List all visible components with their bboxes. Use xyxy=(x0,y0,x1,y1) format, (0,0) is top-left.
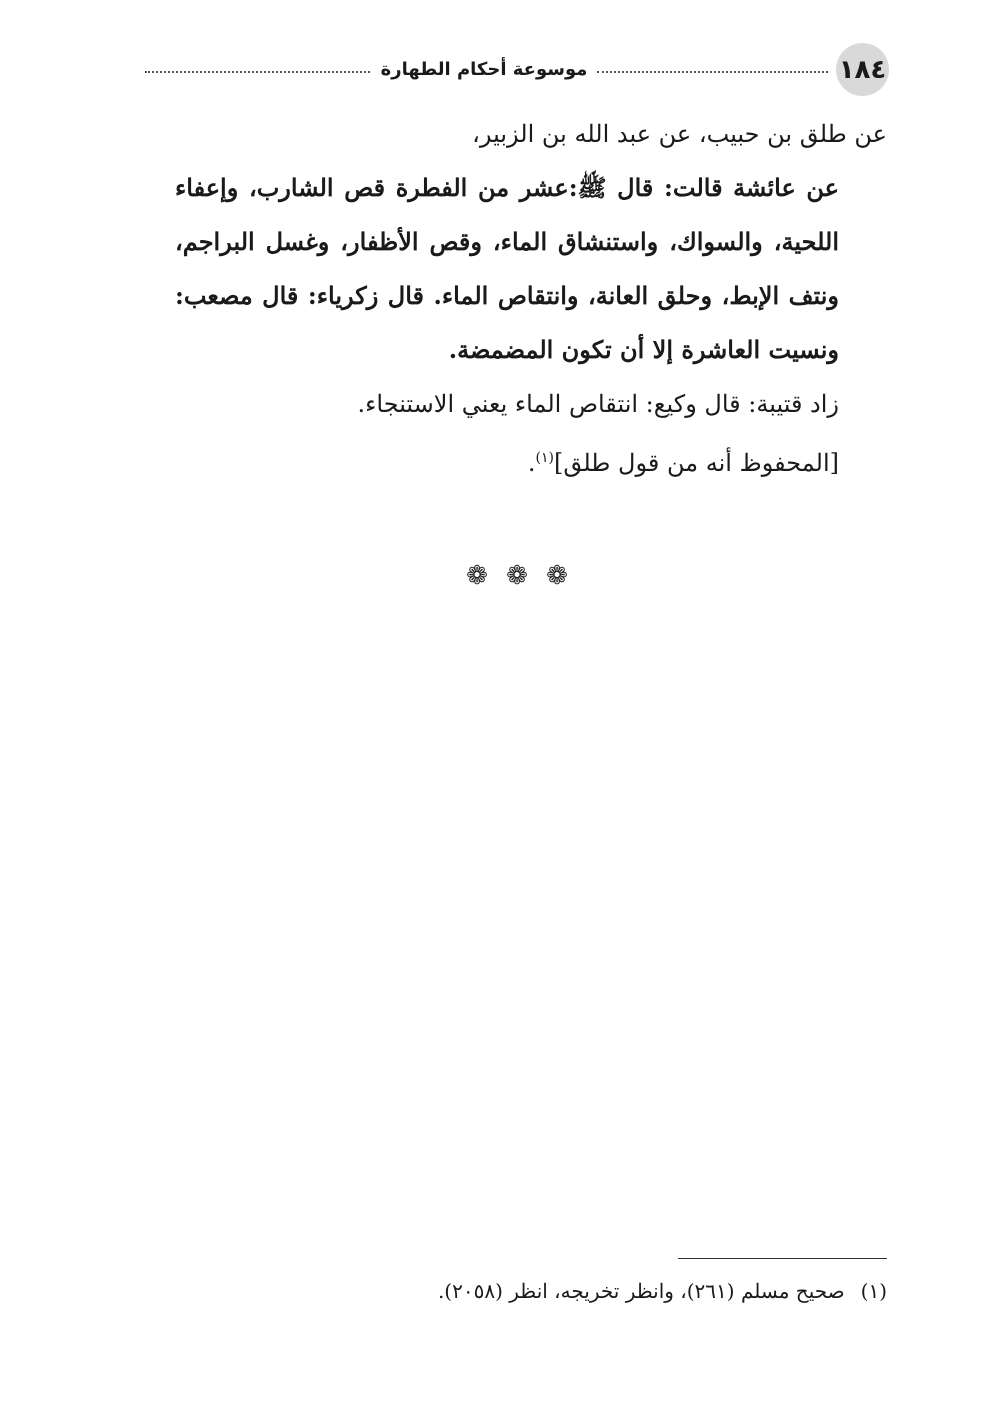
footnote-separator xyxy=(678,1258,887,1259)
running-header xyxy=(145,58,828,82)
verdict-text: [المحفوظ أنه من قول طلق] xyxy=(553,449,839,477)
footnote-number: (١) xyxy=(860,1279,887,1303)
header-dotted-leader-left xyxy=(145,71,370,73)
flower-ornament-icon: ❁ xyxy=(466,561,488,591)
paragraph-verdict xyxy=(175,431,887,490)
section-divider-ornaments xyxy=(462,560,572,592)
flower-ornament-icon: ❁ xyxy=(506,561,528,591)
main-text xyxy=(175,107,887,490)
page-number: ١٨٤ xyxy=(836,43,889,96)
header-dotted-leader-right xyxy=(597,71,828,73)
paragraph-isnad: عن طلق بن حبيب، عن عبد الله بن الزبير، xyxy=(472,120,887,148)
paragraph-hadith: عن عائشة قالت: قال ﷺ:عشر من الفطرة قص الشارب، وإعفاء اللحية، والسواك، واستنشاق الماء، وقص الأظفار، وغسل البراجم، ونتف الإبط، وحلق العانة، وانتقاص الماء. قال زكرياء: قال مصعب: ونسيت العاشرة إلا أن تكون المضمضة. xyxy=(175,173,839,364)
flower-ornament-icon: ❁ xyxy=(546,561,568,591)
footnote xyxy=(420,1276,887,1306)
paragraph-addition: زاد قتيبة: قال وكيع: انتقاص الماء يعني الاستنجاء. xyxy=(357,390,839,418)
footnote-text: صحيح مسلم (٢٦١)، وانظر تخريجه، انظر (٢٠٥٨). xyxy=(437,1279,845,1303)
running-title: موسوعة أحكام الطهارة xyxy=(380,59,588,80)
footnote-reference[interactable]: (١) xyxy=(535,450,554,466)
verdict-period: . xyxy=(527,449,536,477)
